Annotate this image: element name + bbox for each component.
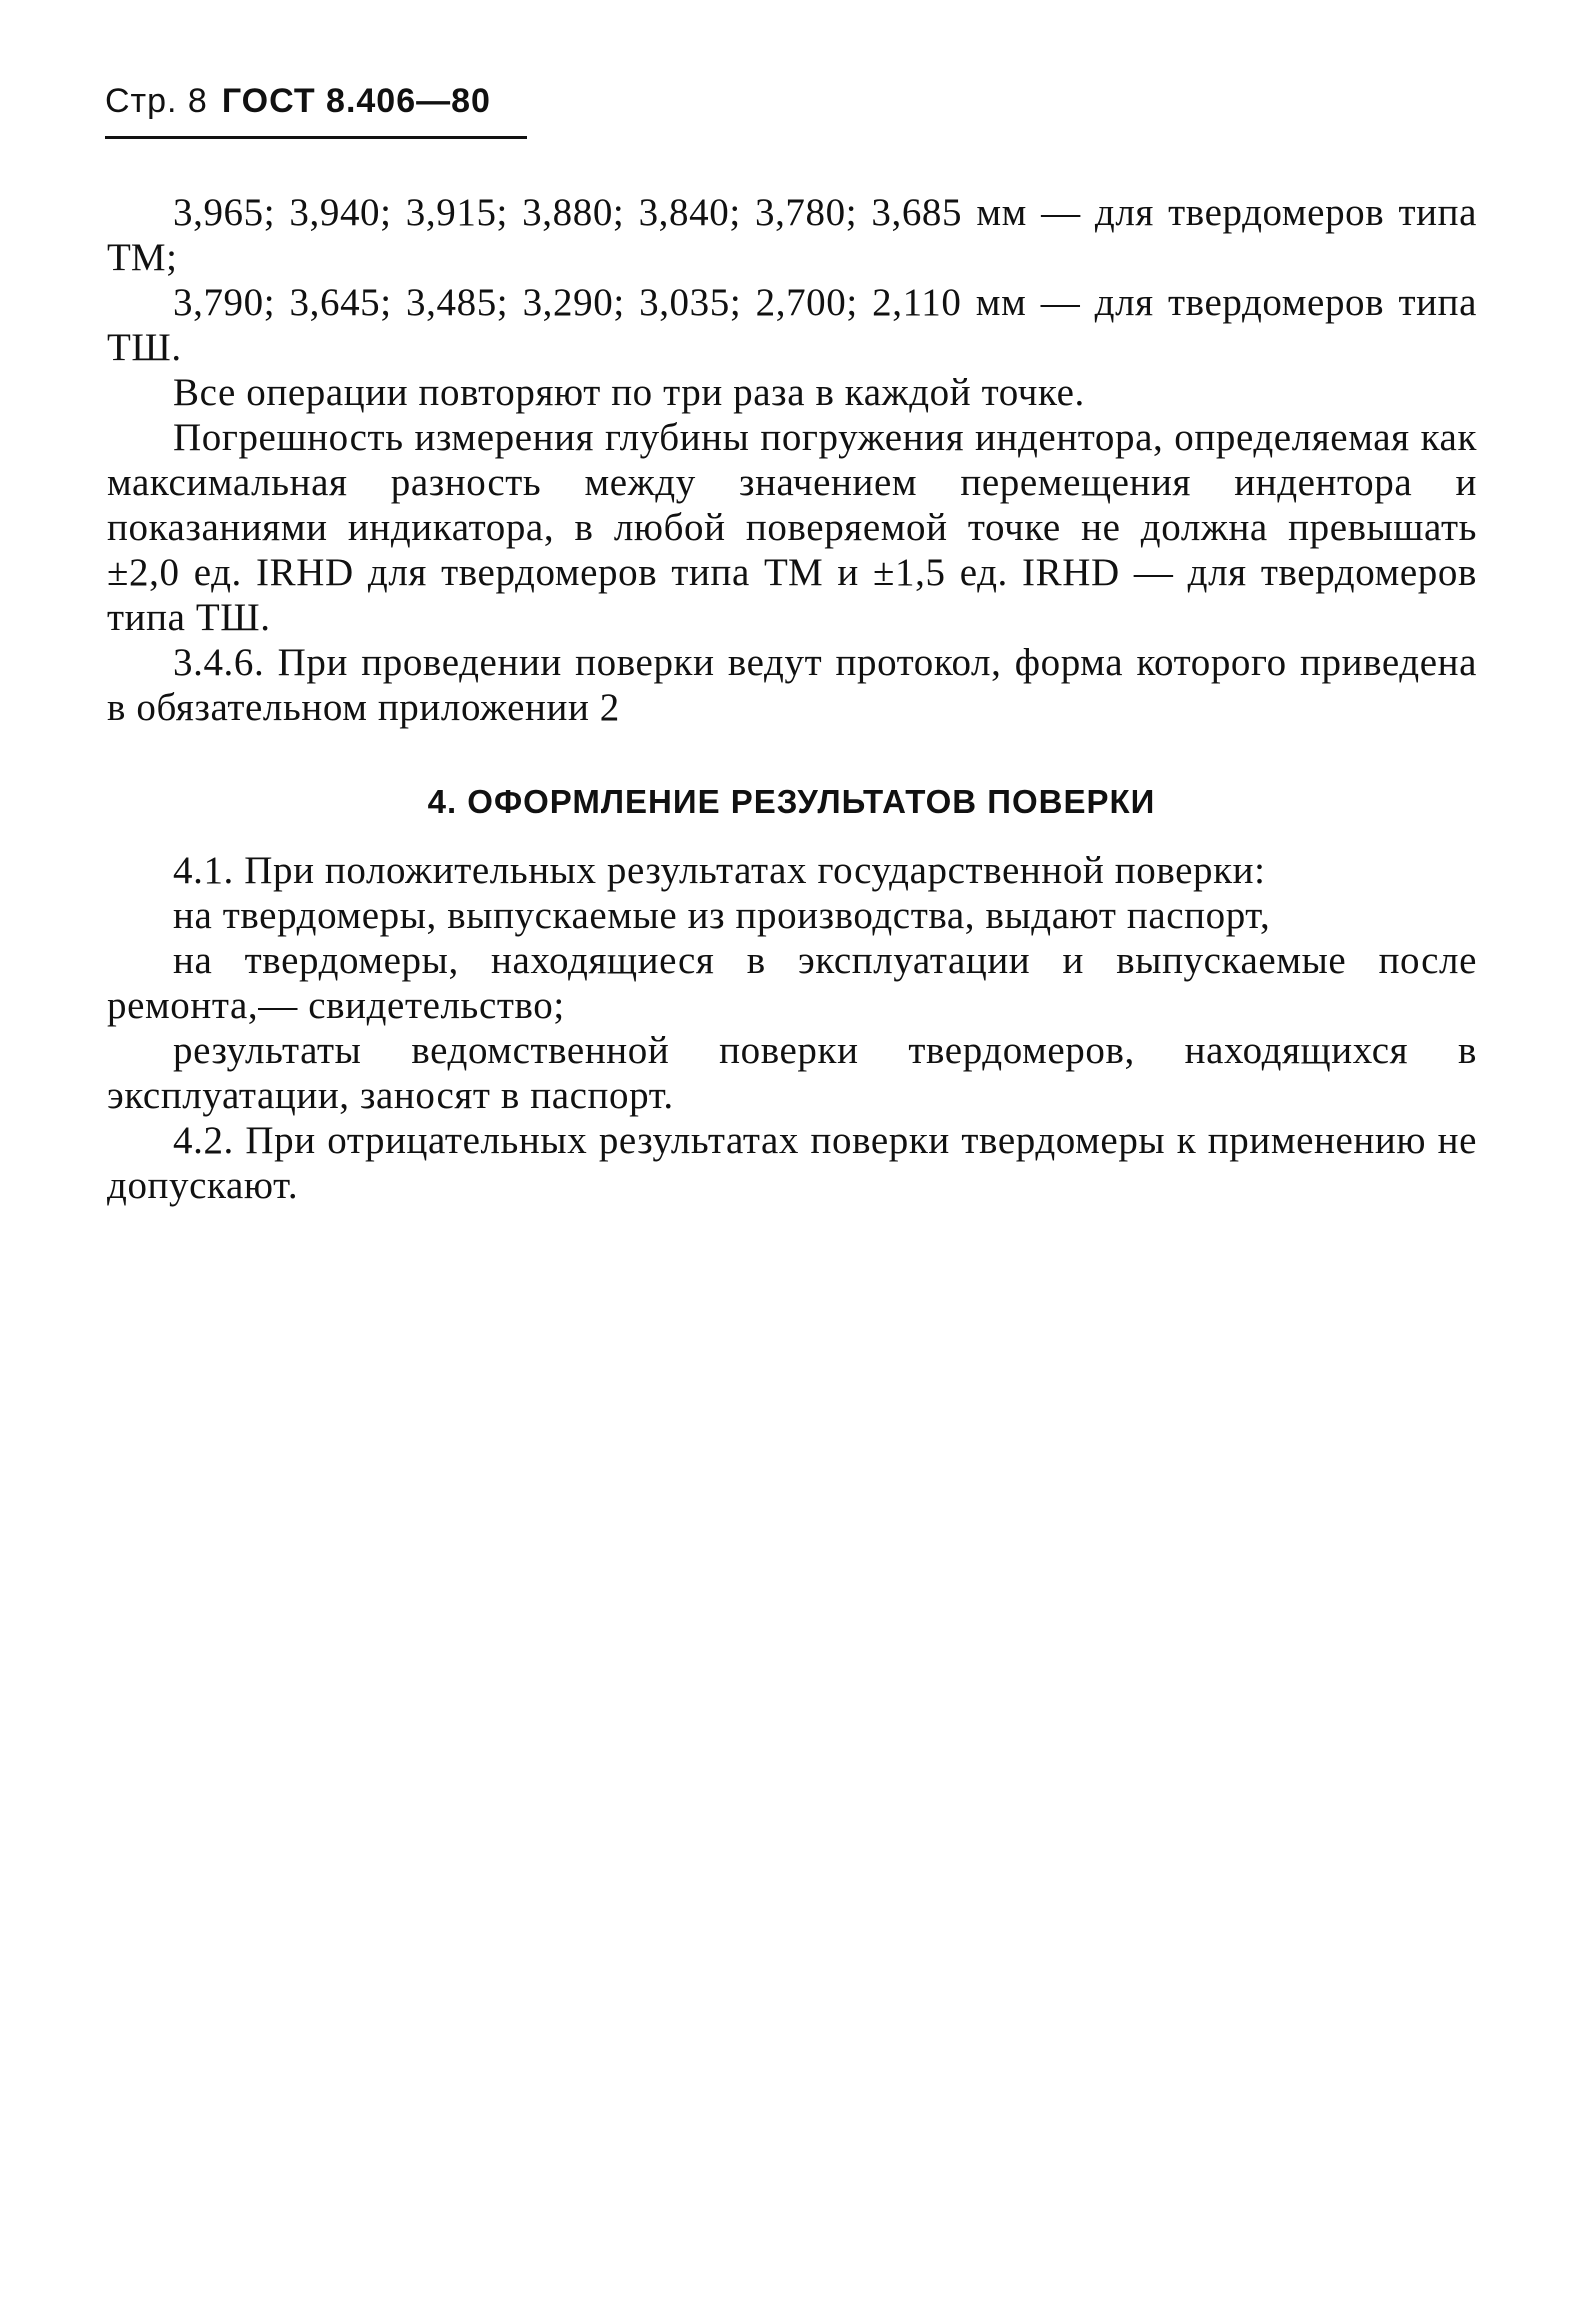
clause-3-4-6-paragraph: 3.4.6. При проведении поверки ведут протокол, форма которого приведена в обязательном приложении 2 [107, 641, 1477, 729]
page-header [105, 82, 491, 121]
repeat-note-paragraph: Все операции повторяют по три раза в каждой точке. [173, 371, 1085, 414]
clause-4-1-paragraph: 4.1. При положительных результатах государственной поверки: [173, 849, 1266, 892]
departmental-verification-paragraph: результаты ведомственной поверки твердомеров, находящихся в эксплуатации, заносят в паспорт. [107, 1029, 1477, 1117]
document-code: ГОСТ 8.406—80 [221, 82, 491, 120]
clause-4-2-paragraph: 4.2. При отрицательных результатах поверки твердомеры к применению не допускают. [107, 1119, 1477, 1207]
section-4-title: 4. ОФОРМЛЕНИЕ РЕЗУЛЬТАТОВ ПОВЕРКИ [427, 783, 1156, 820]
header-rule [105, 136, 527, 139]
error-limit-paragraph: Погрешность измерения глубины погружения индентора, определяемая как максимальная разность между значением перемещения индентора и показаниями индикатора, в любой поверяемой точке не должна превышать ±2,0 ед. IRHD для твердомеров типа ТМ и ±1,5 ед. IRHD — для твердомеров типа ТШ. [107, 416, 1477, 639]
tm-values-paragraph: 3,965; 3,940; 3,915; 3,880; 3,840; 3,780; 3,685 мм — для твердомеров типа ТМ; [107, 191, 1477, 279]
in-use-devices-paragraph: на твердомеры, находящиеся в эксплуатации и выпускаемые после ремонта,— свидетельство; [107, 939, 1477, 1027]
tsh-values-paragraph: 3,790; 3,645; 3,485; 3,290; 3,035; 2,700; 2,110 мм — для твердомеров типа ТШ. [107, 281, 1477, 369]
new-devices-paragraph: на твердомеры, выпускаемые из производства, выдают паспорт, [173, 894, 1271, 937]
page-number: Стр. 8 [105, 82, 208, 120]
